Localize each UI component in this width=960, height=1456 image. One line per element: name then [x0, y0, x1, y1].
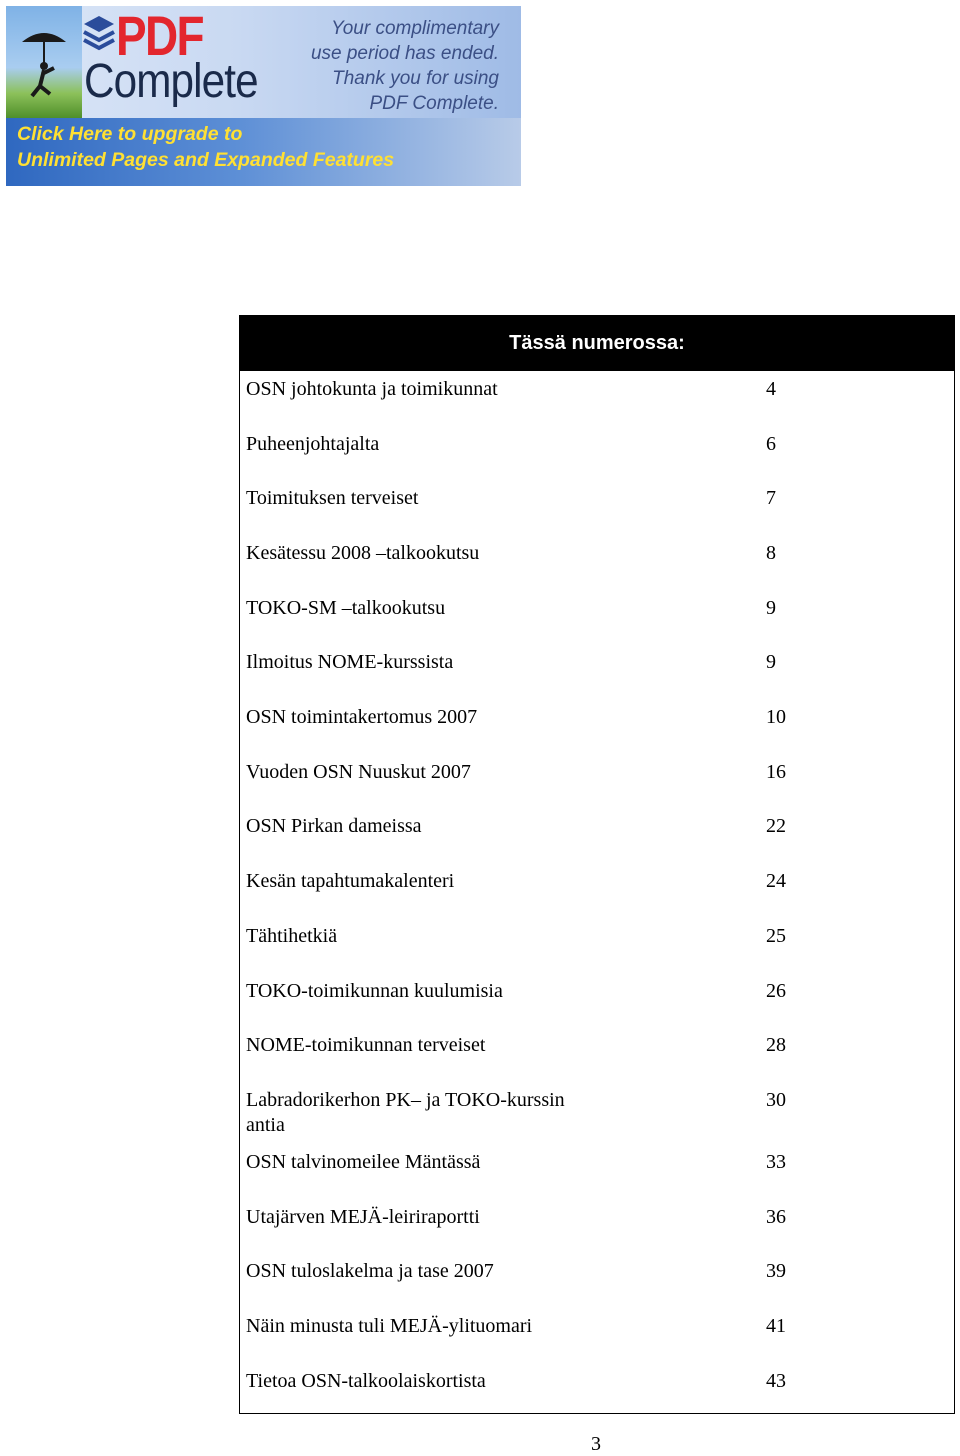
toc-item-title: Tietoa OSN-talkoolaiskortista [246, 1370, 486, 1392]
umbrella-jumper-icon [14, 24, 74, 104]
toc-item-title: Labradorikerhon PK– ja TOKO-kurssin antia [246, 1089, 565, 1136]
upgrade-banner[interactable] [6, 6, 521, 186]
trial-message-line: use period has ended. [310, 43, 499, 64]
toc-item-page: 36 [766, 1206, 786, 1228]
toc-item-page: 22 [766, 815, 786, 837]
page-number: 3 [591, 1433, 601, 1455]
upgrade-link-line[interactable]: Unlimited Pages and Expanded Features [17, 149, 395, 171]
toc-item-page: 41 [766, 1315, 786, 1337]
toc-item-page: 24 [766, 870, 786, 892]
toc-item-page: 39 [766, 1260, 786, 1282]
toc-item-title: OSN talvinomeilee Mäntässä [246, 1151, 481, 1173]
toc-item-page: 28 [766, 1034, 786, 1056]
toc-item-title: Ilmoitus NOME-kurssista [246, 651, 454, 673]
pdf-stack-icon [82, 14, 116, 54]
trial-message-line: Thank you for using [332, 68, 499, 89]
toc-item-title: Kesätessu 2008 –talkookutsu [246, 542, 480, 564]
toc-item-page: 9 [766, 597, 776, 619]
toc-item-title: TOKO-SM –talkookutsu [246, 597, 446, 619]
toc-item-page: 8 [766, 542, 776, 564]
toc-item-page: 25 [766, 925, 786, 947]
toc-item-title: Tähtihetkiä [246, 925, 338, 947]
toc-item-title: Puheenjohtajalta [246, 433, 380, 455]
toc-item-page: 26 [766, 980, 786, 1002]
toc-item-title: OSN johtokunta ja toimikunnat [246, 378, 498, 400]
toc-item-title: OSN tuloslakelma ja tase 2007 [246, 1260, 494, 1282]
toc-item-title: NOME-toimikunnan terveiset [246, 1034, 486, 1056]
toc-item-page: 43 [766, 1370, 786, 1392]
toc-heading: Tässä numerossa: [240, 316, 954, 371]
toc-item-title: Näin minusta tuli MEJÄ-ylituomari [246, 1315, 533, 1337]
toc-item-title: Utajärven MEJÄ-leiriraportti [246, 1206, 480, 1228]
trial-message-line: PDF Complete. [369, 93, 499, 114]
toc-item-title: OSN Pirkan dameissa [246, 815, 422, 837]
toc-item-page: 9 [766, 651, 776, 673]
toc-item-page: 4 [766, 378, 776, 400]
toc-item-title: Vuoden OSN Nuuskut 2007 [246, 761, 471, 783]
toc-item-page: 7 [766, 487, 776, 509]
toc-item-page: 30 [766, 1089, 786, 1111]
toc-item-page: 6 [766, 433, 776, 455]
trial-message-line: Your complimentary [331, 18, 499, 39]
upgrade-link[interactable] [17, 121, 394, 173]
toc-item-title: Kesän tapahtumakalenteri [246, 870, 455, 892]
toc-item-page: 10 [766, 706, 786, 728]
banner-photo [6, 6, 82, 118]
brand-complete: Complete [84, 55, 258, 108]
toc-item-title: OSN toimintakertomus 2007 [246, 706, 478, 728]
table-of-contents [239, 315, 955, 1414]
upgrade-link-line[interactable]: Click Here to upgrade to [17, 123, 243, 145]
toc-item-title: Toimituksen terveiset [246, 487, 419, 509]
toc-item-title: TOKO-toimikunnan kuulumisia [246, 980, 503, 1002]
brand-pdf: PDF [116, 6, 203, 67]
toc-item-page: 33 [766, 1151, 786, 1173]
toc-item-page: 16 [766, 761, 786, 783]
trial-message [269, 16, 499, 116]
